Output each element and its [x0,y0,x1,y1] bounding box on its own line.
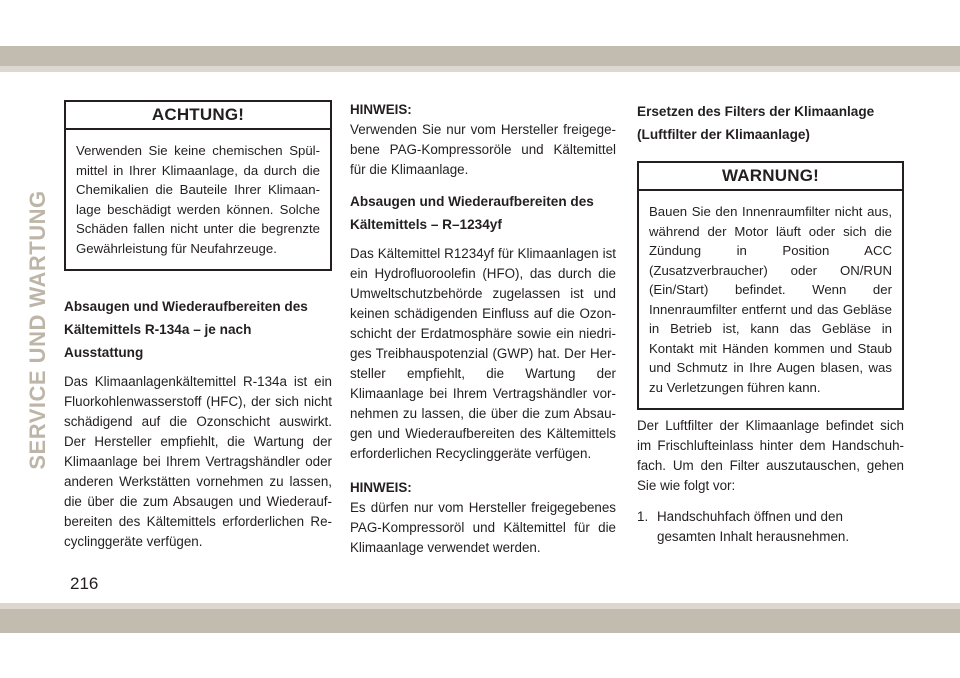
caution-text: Verwenden Sie keine chemischen Spülmittel in Ihrer Klimaanlage, da durch die Chemikalien die Bauteile Ihrer Klimaanlage beschädigt werden können. Solche Schäden fallen nicht unter die begrenzte Gewährleistung für Neufahrzeuge. [76,143,320,256]
warning-box [637,161,904,410]
section-heading-filter: Ersetzen des Filters der Klimaanlage (Luftfilter der Klimaanlage) [637,104,875,142]
caution-box [64,100,332,271]
bottom-decorative-bar [0,609,960,633]
list-item-text: Handschuhfach öffnen und den gesamten Inhalt herausnehmen. [657,509,850,544]
section-heading-r134a: Absaugen und Wiederaufbereiten des Kältemittels R-134a – je nach Ausstattung [64,299,308,360]
column-3 [637,100,904,547]
list-item-number: 1. [637,509,649,524]
note-label-2: HINWEIS: [350,480,412,495]
note-text-1: Verwenden Sie nur vom Hersteller freigegebene PAG-Kompressoröle und Kältemittel für die Klimaanlage. [350,122,616,177]
side-section-title-text: SERVICE UND WARTUNG [25,190,50,470]
column-1 [64,100,332,552]
caution-title: ACHTUNG! [66,102,330,130]
paragraph-r1234yf: Das Kältemittel R1234yf für Klimaanlagen ist ein Hydrofluoroolefin (HFO), das durch die Umweltschutzbehörde zugelassen ist und keinen schädigenden Einfluss auf die Ozonschicht der Erdatmosphäre sowie ein niedriges Treibhauspotenzial (GWP) hat. Der Hersteller empfiehlt, die Wartung der Klimaanlage bei Ihrem Vertragshändler vornehmen zu lassen, die über die zum Absaugen und Wiederaufbereiten des Kältemittels erforderlichen Recyclinggeräte verfügen. [350,246,616,461]
top-decorative-bar [0,46,960,66]
page-number: 216 [70,574,99,593]
paragraph-r134a: Das Klimaanlagenkältemittel R-134a ist ein Fluorkohlenwasserstoff (HFC), der sich nicht schädigend auf die Ozonschicht auswirkt. Der Hersteller empfiehlt, die Wartung der Klimaanlage bei Ihrem Vertragshändler oder anderen Werkstätten vornehmen zu lassen, die über die zum Absaugen und Wiederaufbereiten des Kältemittels erforderlichen Recyclinggeräte verfügen. [64,374,332,549]
list-item [637,507,904,547]
warning-title: WARNUNG! [639,163,902,191]
note-text-2: Es dürfen nur vom Hersteller freigegebenes PAG-Kompressoröl und Kältemittel für die Klimaanlage verwendet werden. [350,500,616,555]
section-heading-r1234yf: Absaugen und Wiederaufbereiten des Kältemittels – R–1234yf [350,194,594,232]
column-2 [350,100,616,558]
warning-text: Bauen Sie den Innenraumfilter nicht aus, während der Motor läuft oder sich die Zündung in Position ACC (Zusatzverbraucher) oder ON/RUN (Ein/Start) befindet. Wenn der Innenraumfilter entfernt und das Gebläse in Betrieb ist, kann das Gebläse in Kontakt mit Händen kommen und Staub und Schmutz in Ihre Augen blasen, was zu Verletzungen führen kann. [649,204,892,395]
note-label-1: HINWEIS: [350,102,412,117]
paragraph-filter: Der Luftfilter der Klimaanlage befindet sich im Frischlufteinlass hinter dem Handschuhfach. Um den Filter auszutauschen, gehen Sie wie folgt vor: [637,418,904,493]
